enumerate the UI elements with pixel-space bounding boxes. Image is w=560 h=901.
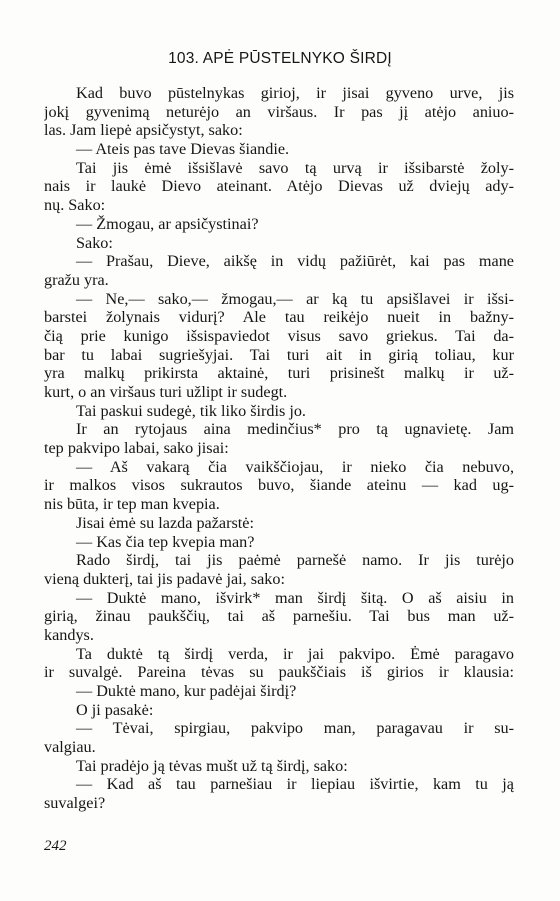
text-line: ir malkos visos sukrautos buvo, šiande ateinu — kad ug-	[44, 476, 514, 495]
text-line: Tai pradėjo ją tėvas mušt už tą širdį, sako:	[76, 756, 348, 775]
text-line: kandys.	[44, 625, 94, 644]
text-line: Kad buvo pūstelnykas girioj, ir jisai gyveno urve, jis	[76, 84, 514, 102]
text-line: — Prašau, Dieve, aikšę in vidų pažiūrėt, kai pas mane	[76, 252, 514, 271]
text-line: barstei žolynais vidurį? Ale tau reikėjo nueit in bažny-	[44, 308, 514, 327]
text-line: O ji pasakė:	[76, 700, 154, 719]
text-line: nų. Sako:	[44, 196, 106, 215]
page-number: 242	[44, 838, 67, 854]
text-line: — Ateis pas tave Dievas šiandie.	[76, 140, 290, 159]
text-line: čią prie kunigo išsispaviedot visus savo griekus. Tai da-	[44, 326, 514, 345]
text-line: tep pakvipo labai, sako jisai:	[44, 439, 229, 458]
text-line: nis būta, ir tep man kvepia.	[44, 495, 220, 514]
text-line: Tai jis ėmė išsišlavė savo tą urvą ir išsibarstė žoly-	[76, 158, 514, 177]
story-title: 103. APĖ PŪSTELNYKO ŠIRDĮ	[168, 50, 392, 67]
text-line: vieną dukterį, tai jis padavė jai, sako:	[44, 569, 285, 588]
text-line: girią, žinau paukščių, tai aš parnešiu. Tai bus man už-	[44, 607, 514, 626]
text-line: nais ir laukė Dievo ateinant. Atėjo Dievas už dviejų ady-	[44, 177, 514, 196]
text-line: — Duktė mano, išvirk* man širdį šitą. O aš aisiu in	[76, 588, 514, 607]
text-line: — Ne,— sako,— žmogau,— ar ką tu apsišlavei ir išsi-	[76, 289, 514, 308]
text-line: — Žmogau, ar apsičystinai?	[76, 214, 259, 233]
text-line: kurt, o an viršaus turi užlipt ir sudegt.	[44, 383, 288, 401]
text-line: bar tu labai sugriešyjai. Tai turi ait in girią toliau, kur	[44, 345, 514, 364]
text-line: gražu yra.	[44, 270, 109, 289]
text-line: — Aš vakarą čia vaikščiojau, ir nieko čia nebuvo,	[76, 457, 514, 476]
text-line: Jisai ėmė su lazda pažarstė:	[76, 513, 254, 532]
text-line: — Kad aš tau parnešiau ir liepiau išvirtie, kam tu ją	[76, 775, 514, 794]
text-line: Sako:	[76, 233, 113, 252]
text-line: las. Jam liepė apsičystyt, sako:	[44, 121, 243, 140]
text-line: suvalgei?	[44, 794, 106, 813]
text-line: valgiau.	[44, 738, 96, 757]
text-line: Tai paskui sudegė, tik liko širdis jo.	[76, 401, 306, 420]
text-line: jokį gyvenimą neturėjo an viršaus. Ir pas jį atėjo aniuo-	[44, 102, 514, 121]
text-line: Ta duktė tą širdį verda, ir jai pakvipo. Ėmė paragavo	[76, 644, 514, 663]
text-line: — Duktė mano, kur padėjai širdį?	[76, 682, 297, 700]
story-body	[44, 84, 514, 813]
text-line: yra malkų prikirsta aktainė, turi prisinešt malkų ir už-	[44, 364, 514, 383]
text-line: Ir an rytojaus aina medinčius* pro tą ugnavietę. Jam	[76, 420, 514, 439]
text-line: — Tėvai, spirgiau, pakvipo man, paragavau ir su-	[76, 719, 514, 738]
text-line: ir suvalgė. Pareina tėvas su paukščiais iš girios ir klausia:	[44, 663, 514, 682]
text-line: — Kas čia tep kvepia man?	[76, 532, 255, 551]
text-line: Rado širdį, tai jis paėmė parnešė namo. Ir jis turėjo	[76, 551, 514, 570]
